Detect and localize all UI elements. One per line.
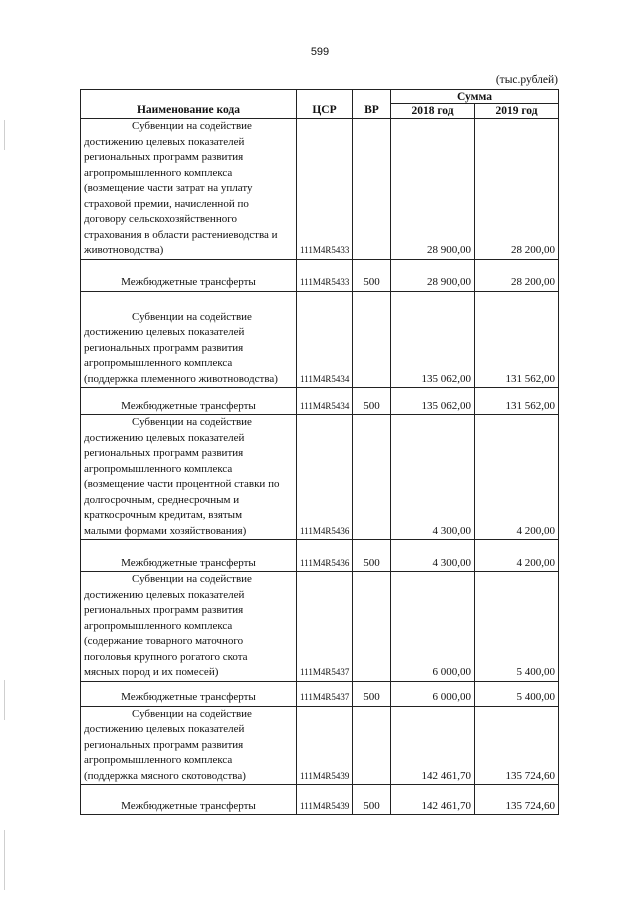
subsidy-name-line: достижению целевых показателей	[84, 431, 245, 444]
transfer-row	[81, 681, 559, 706]
subsidy-name-line: агропромышленного комплекса	[84, 462, 233, 475]
subsidy-name-line: поголовья крупного рогатого скота	[84, 650, 248, 663]
csr-code: 111M4R5434	[297, 388, 353, 415]
transfer-row	[81, 540, 559, 572]
amount-2019: 5 400,00	[475, 572, 559, 682]
subsidy-row	[81, 291, 559, 388]
amount-2018: 142 461,70	[391, 785, 475, 815]
vr-code: 500	[353, 540, 391, 572]
scan-edge-mark	[4, 120, 5, 150]
budget-table	[80, 89, 559, 815]
header-vr: ВР	[353, 90, 391, 119]
csr-code: 111M4R5433	[297, 119, 353, 260]
subsidy-name	[81, 119, 297, 260]
transfer-name: Межбюджетные трансферты	[81, 785, 297, 815]
subsidy-row	[81, 415, 559, 540]
amount-2018: 28 900,00	[391, 259, 475, 291]
amount-2018: 142 461,70	[391, 706, 475, 785]
subsidy-name-line: (поддержка племенного животноводства)	[84, 372, 278, 385]
vr-code	[353, 415, 391, 540]
subsidy-name-line: региональных программ развития	[84, 447, 244, 459]
vr-code: 500	[353, 785, 391, 815]
subsidy-name-line: достижению целевых показателей	[84, 588, 245, 601]
header-2019: 2019 год	[475, 103, 559, 118]
subsidy-name-line: краткосрочным кредитам, взятым	[84, 509, 243, 521]
subsidy-name-line: региональных программ развития	[84, 151, 244, 163]
amount-2018: 135 062,00	[391, 291, 475, 388]
subsidy-name-line: агропромышленного комплекса	[84, 357, 233, 369]
amount-2018: 4 300,00	[391, 415, 475, 540]
header-sum: Сумма	[391, 90, 559, 104]
header-2018: 2018 год	[391, 103, 475, 118]
csr-code: 111M4R5437	[297, 572, 353, 682]
subsidy-name-line: Субвенции на содействие	[132, 310, 252, 323]
amount-2018: 4 300,00	[391, 540, 475, 572]
vr-code	[353, 706, 391, 785]
subsidy-name-line: достижению целевых показателей	[84, 135, 245, 148]
subsidy-name-line: долгосрочным, среднесрочным и	[84, 493, 240, 506]
amount-2019: 28 200,00	[475, 259, 559, 291]
amount-2019: 135 724,60	[475, 706, 559, 785]
subsidy-name-line: животноводства)	[84, 244, 164, 256]
subsidy-name-line: (содержание товарного маточного	[84, 635, 244, 647]
vr-code	[353, 572, 391, 682]
vr-code	[353, 119, 391, 260]
csr-code: 111M4R5439	[297, 785, 353, 815]
header-name: Наименование кода	[81, 90, 297, 119]
transfer-row	[81, 259, 559, 291]
csr-code: 111M4R5439	[297, 706, 353, 785]
csr-code: 111M4R5433	[297, 259, 353, 291]
amount-2019: 5 400,00	[475, 681, 559, 706]
amount-2018: 6 000,00	[391, 681, 475, 706]
subsidy-name-line: региональных программ развития	[84, 341, 244, 354]
subsidy-name-line: мясных пород и их помесей)	[84, 666, 219, 678]
subsidy-name	[81, 706, 297, 785]
subsidy-name-line: страховой премии, начисленной по	[84, 197, 249, 210]
subsidy-name-line: страхования в области растениеводства и	[84, 228, 278, 241]
subsidy-name-line: Субвенции на содействие	[132, 120, 252, 132]
table-body	[81, 119, 559, 815]
subsidy-name	[81, 415, 297, 540]
vr-code: 500	[353, 681, 391, 706]
subsidy-name-line: достижению целевых показателей	[84, 723, 245, 735]
amount-2019: 28 200,00	[475, 119, 559, 260]
transfer-name: Межбюджетные трансферты	[81, 540, 297, 572]
amount-2019: 131 562,00	[475, 388, 559, 415]
amount-2018: 28 900,00	[391, 119, 475, 260]
transfer-row	[81, 388, 559, 415]
csr-code: 111M4R5436	[297, 415, 353, 540]
transfer-name: Межбюджетные трансферты	[81, 681, 297, 706]
amount-2019: 135 724,60	[475, 785, 559, 815]
subsidy-name-line: договору сельскохозяйственного	[84, 213, 237, 225]
subsidy-name-line: агропромышленного комплекса	[84, 619, 233, 632]
amount-2019: 4 200,00	[475, 415, 559, 540]
subsidy-name-line: Субвенции на содействие	[132, 573, 252, 585]
subsidy-name	[81, 572, 297, 682]
subsidy-name-line: достижению целевых показателей	[84, 326, 245, 338]
scan-edge-mark	[4, 830, 5, 890]
subsidy-name-line: (поддержка мясного скотоводства)	[84, 769, 246, 782]
subsidy-name-line: (возмещение части процентной ставки по	[84, 478, 280, 490]
transfer-name: Межбюджетные трансферты	[81, 259, 297, 291]
vr-code: 500	[353, 388, 391, 415]
scan-edge-mark	[4, 680, 5, 720]
page-number: 599	[310, 46, 330, 58]
csr-code: 111M4R5436	[297, 540, 353, 572]
subsidy-row	[81, 706, 559, 785]
header-csr: ЦСР	[297, 90, 353, 119]
amount-2019: 131 562,00	[475, 291, 559, 388]
vr-code	[353, 291, 391, 388]
units-label: (тыс.рублей)	[495, 74, 558, 86]
subsidy-name-line: региональных программ развития	[84, 604, 244, 616]
csr-code: 111M4R5437	[297, 681, 353, 706]
vr-code: 500	[353, 259, 391, 291]
subsidy-name-line: Субвенции на содействие	[132, 707, 252, 720]
amount-2019: 4 200,00	[475, 540, 559, 572]
transfer-row	[81, 785, 559, 815]
subsidy-name	[81, 291, 297, 388]
amount-2018: 6 000,00	[391, 572, 475, 682]
subsidy-name-line: Субвенции на содействие	[132, 416, 252, 428]
subsidy-row	[81, 572, 559, 682]
subsidy-name-line: (возмещение части затрат на уплату	[84, 182, 253, 194]
subsidy-name-line: региональных программ развития	[84, 738, 244, 751]
subsidy-name-line: агропромышленного комплекса	[84, 754, 233, 766]
csr-code: 111M4R5434	[297, 291, 353, 388]
subsidy-row	[81, 119, 559, 260]
subsidy-name-line: малыми формами хозяйствования)	[84, 524, 247, 537]
subsidy-name-line: агропромышленного комплекса	[84, 166, 233, 179]
amount-2018: 135 062,00	[391, 388, 475, 415]
transfer-name: Межбюджетные трансферты	[81, 388, 297, 415]
